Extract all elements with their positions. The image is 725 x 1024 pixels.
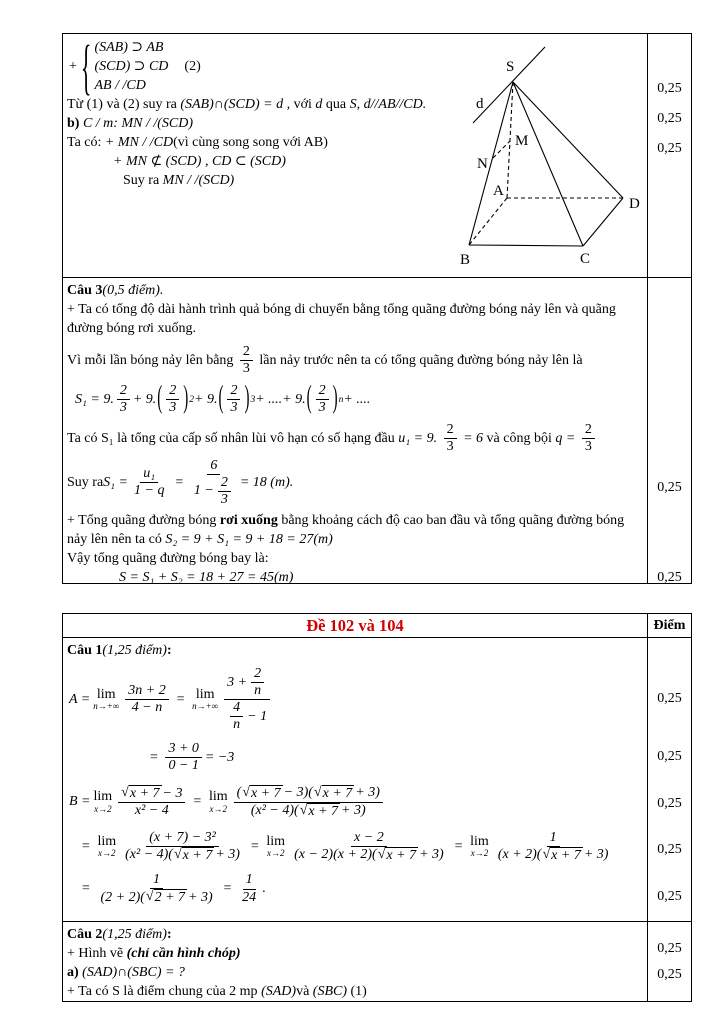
math-run: − 3)( [283, 785, 313, 801]
math-run: ( [236, 785, 242, 801]
math-run: (x² − 4)( [250, 803, 299, 819]
table-row [63, 31, 691, 277]
sqrt-icon: √ [121, 785, 129, 801]
cau3-title [67, 281, 643, 300]
point-label-m: M [515, 133, 529, 149]
math-run: (SAD) [261, 984, 297, 999]
fraction-2-3 [240, 344, 253, 377]
points-column [647, 34, 691, 277]
numerator: (x + 7) − 3² [146, 830, 219, 847]
numerator: 1 [243, 872, 256, 889]
denominator [248, 803, 369, 820]
fraction-2-3 [316, 383, 329, 416]
limit-operator [94, 790, 113, 814]
sqrt-icon: √ [145, 889, 154, 905]
math-run: S, d//AB//CD. [349, 97, 427, 112]
numerator: 2 [444, 422, 457, 439]
math-run: = 18 (m). [239, 474, 294, 490]
fraction-6 [191, 458, 237, 508]
numerator [224, 666, 270, 700]
math-run: (SAD)∩(SBC) = ? [82, 965, 185, 980]
answer-cell-cau3 [63, 278, 647, 583]
lim-subscript: x→2 [470, 848, 489, 859]
header-title-cell [63, 614, 647, 637]
point-value: 0,25 [657, 749, 682, 764]
radicand: 2 + 7 [154, 890, 186, 906]
point-value: 0,25 [657, 941, 682, 956]
table-answers-2 [62, 613, 692, 1002]
math-run: + .... [343, 391, 371, 407]
points-column [647, 278, 691, 583]
fraction [291, 830, 447, 864]
question-number: Câu 3 [67, 283, 103, 298]
math-run: + 3) [583, 847, 609, 863]
fraction-2-3 [218, 475, 231, 508]
edge-cd [583, 198, 623, 246]
denominator: 3 [584, 439, 592, 455]
system-lines [94, 38, 200, 95]
line-subset: + MN ⊄ (SCD) , CD ⊂ (SCD) [113, 154, 286, 169]
lim-word: lim [96, 686, 116, 702]
line-common-point [67, 982, 643, 1001]
fraction-2-3 [444, 422, 457, 455]
fraction [122, 830, 243, 864]
formula-limit-b [69, 785, 643, 820]
equals-sign: = [81, 881, 91, 897]
numerator: 2 [582, 422, 595, 439]
colon: : [166, 643, 172, 658]
limit-operator [470, 835, 489, 859]
text-run: Suy ra [123, 173, 163, 188]
right-paren: ) [183, 381, 189, 416]
sqrt-icon: √ [299, 802, 308, 818]
plus-sign: + [69, 59, 77, 74]
math-run: (x + 2)( [497, 847, 542, 863]
math-run: d [315, 97, 323, 112]
edge-sd [513, 82, 623, 198]
math-run: (x − 2)(x + 2)( [294, 847, 377, 863]
exponent: n [338, 394, 344, 405]
lim-subscript: n→+∞ [192, 701, 219, 712]
sqrt-icon: √ [242, 784, 250, 800]
formula-limit-a2 [145, 741, 643, 774]
fraction-conjugate [234, 785, 383, 820]
left-paren: ( [157, 381, 163, 416]
math-run: C / m: MN / /(SCD) [82, 116, 194, 131]
radicand: x + 7 [129, 786, 160, 802]
denominator: 3 [242, 361, 250, 377]
paragraph-s2 [67, 511, 643, 549]
part-label: b) [67, 116, 83, 131]
lim-subscript: x→2 [94, 803, 112, 814]
math-run: + MN / /CD [104, 135, 174, 150]
answer-cell-geometry [63, 31, 647, 277]
numerator: x − 2 [351, 830, 387, 847]
equals-sign: = [174, 474, 184, 490]
answer-cell-cau1 [63, 638, 647, 921]
denominator: 24 [242, 889, 257, 905]
denominator: 1 − q [134, 483, 165, 499]
line-taco [67, 133, 459, 152]
equals-sign: = [249, 838, 260, 854]
table-answers-1 [62, 33, 692, 584]
points-header-label: Điểm [653, 617, 686, 633]
geometry-text [67, 31, 459, 190]
sqrt-icon: √ [542, 846, 551, 862]
equation-tag: (2) [184, 59, 201, 74]
math-run: + 3) [215, 847, 240, 863]
math-run: (SAB)∩(SCD) = d , [180, 97, 291, 112]
equals-sign: = [222, 881, 233, 897]
equals-sign: = [453, 838, 464, 854]
period: . [262, 881, 266, 897]
edge-sc [513, 82, 583, 246]
denominator [191, 475, 237, 508]
denominator [122, 847, 243, 864]
text-run: + Ta có S là điểm chung của 2 mp [67, 984, 262, 999]
text-run: và công bội [486, 431, 556, 447]
point-label-n: N [477, 156, 488, 172]
formula-total: S = S₁ + S₂ = 18 + 27 = 45(m) [119, 569, 294, 585]
system-line: (SAB) ⊃ AB [94, 40, 164, 55]
denominator: 3 [169, 400, 177, 416]
vertex-label-b: B [460, 252, 471, 268]
text-run: + Tổng quãng đường bóng [67, 512, 220, 528]
numerator [118, 785, 185, 803]
fraction-2-3 [117, 383, 130, 416]
system-line [94, 57, 200, 76]
paragraph: + Ta có tổng độ dài hành trình quả bóng di chuyển bằng tổng quãng đường bóng nảy lên và quãng đường bóng rơi xuống. [67, 302, 616, 336]
math-run: q = [555, 431, 579, 447]
radicand: x + 7 [322, 785, 353, 801]
paragraph-u1 [67, 422, 643, 455]
math-run: A = [69, 691, 91, 707]
numerator: 2 [316, 383, 329, 400]
answer-cell-cau2 [63, 922, 647, 1002]
sqrt-expression [378, 847, 418, 864]
math-run: + ....+ 9. [255, 391, 306, 407]
math-run: + 3) [355, 785, 380, 801]
formula-limit-a [69, 666, 643, 733]
math-run: = 6 [459, 431, 487, 447]
radicand: x + 7 [182, 847, 213, 863]
fraction [125, 683, 168, 716]
sqrt-expression [174, 847, 214, 864]
math-run: − 3 [162, 785, 183, 801]
sqrt-expression [242, 785, 282, 802]
denominator: 3 [318, 400, 326, 416]
math-run: S₁ = 9. [75, 391, 114, 407]
system-line-text: (SCD) ⊃ CD [94, 59, 169, 74]
limit-operator [93, 688, 119, 712]
point-value: 0,25 [657, 691, 682, 706]
math-run: − 1 [247, 708, 268, 724]
cau2-title [67, 925, 643, 944]
denominator: x² − 4 [134, 803, 169, 819]
lim-subscript: n→+∞ [93, 701, 120, 712]
radicand: x + 7 [386, 847, 417, 863]
fraction [97, 872, 215, 906]
part-label: a) [67, 965, 83, 980]
line-suyra [123, 171, 459, 190]
header-points-cell [647, 614, 691, 637]
fraction-sqrt [118, 785, 185, 819]
question-number: Câu 1 [67, 643, 103, 658]
radicand: x + 7 [551, 847, 581, 863]
fraction-2-3 [166, 383, 179, 416]
denominator: 0 − 1 [168, 758, 199, 774]
numerator: 2 [166, 383, 179, 400]
denominator: n [254, 683, 262, 699]
sqrt-expression [146, 889, 187, 906]
text-run: với [290, 97, 316, 112]
lim-word: lim [470, 833, 489, 849]
fraction [495, 830, 612, 864]
left-paren: ( [306, 381, 312, 416]
limit-operator [266, 835, 285, 859]
formula-limit-b3 [77, 872, 643, 906]
denominator: n [233, 717, 241, 733]
exam-code-title: Đề 102 và 104 [306, 615, 404, 635]
math-run: (x² − 4)( [125, 847, 173, 863]
denominator [224, 700, 270, 733]
numerator: 2 [251, 666, 264, 683]
math-run: (SBC) [312, 984, 347, 999]
numerator: 2 [240, 344, 253, 361]
left-paren: ( [218, 381, 224, 416]
text-run: Ta có: [67, 135, 105, 150]
paragraph-conclusion: Vậy tổng quãng đường bóng bay là: [67, 550, 269, 566]
limit-operator [209, 790, 228, 814]
pyramid-figure [448, 38, 646, 274]
math-run: S₂ = 9 + S₁ = 9 + 18 = 27(m) [165, 531, 333, 547]
formula-limit-b2 [77, 830, 643, 864]
fraction [251, 666, 264, 699]
math-run: B = [69, 794, 91, 810]
sqrt-expression [542, 847, 582, 864]
text-run: (vì cùng song song với AB) [173, 135, 328, 150]
line-label-d: d [476, 96, 484, 112]
math-run: + 3) [188, 889, 213, 905]
table-header-row [63, 614, 691, 637]
segment-nm-dashed [493, 141, 510, 158]
math-run: + 3) [419, 847, 444, 863]
point-value: 0,25 [657, 81, 682, 96]
point-value: 0,25 [657, 141, 682, 156]
line-tu [67, 95, 459, 114]
math-run: S₁ = [103, 474, 128, 490]
equals-sign: = [192, 794, 202, 810]
math-run: + 9. [132, 391, 157, 407]
denominator: 3 [119, 400, 127, 416]
equals-sign: = [149, 749, 159, 765]
fraction-nested [224, 666, 270, 733]
numerator: 3n + 2 [125, 683, 168, 700]
point-value: 0,25 [657, 570, 682, 585]
vertex-label-s: S [506, 59, 515, 75]
lim-word: lim [266, 833, 286, 849]
points-column [647, 922, 691, 1002]
points-column [647, 638, 691, 921]
point-value: 0,25 [657, 796, 682, 811]
denominator: 4 − n [131, 700, 163, 716]
sqrt-expression [314, 785, 354, 802]
fraction [230, 700, 243, 733]
numerator: 1 [547, 830, 560, 847]
lim-subscript: x→2 [209, 803, 228, 814]
fraction-2-3 [582, 422, 595, 455]
paragraph-with-fraction [67, 344, 643, 377]
lim-word: lim [195, 686, 215, 702]
fraction-u1 [131, 466, 167, 499]
vertex-label-d: D [629, 196, 640, 212]
lim-subscript: x→2 [266, 848, 285, 859]
point-value: 0,25 [657, 889, 682, 904]
formula-s1-sum [67, 458, 643, 508]
text-run: lần nảy trước nên ta có tổng quãng đường bóng nảy lên là [255, 352, 583, 368]
text-run: Từ (1) và (2) suy ra [67, 97, 181, 112]
math-run: (2 + 2)( [100, 889, 145, 905]
denominator [291, 847, 447, 864]
math-run: 1 − [193, 483, 214, 499]
right-paren: ) [332, 381, 338, 416]
lim-word: lim [97, 833, 117, 849]
colon: : [166, 927, 172, 942]
numerator: 4 [230, 700, 243, 717]
vertex-label-a: A [493, 183, 504, 199]
question-points: (1,25 điểm) [102, 927, 167, 942]
numerator: 3 + 0 [165, 741, 201, 758]
lim-subscript: x→2 [98, 848, 116, 859]
denominator [97, 889, 215, 906]
numerator: 2 [218, 475, 231, 492]
text-run: Vì mỗi lần bóng nảy lên bằng [67, 352, 237, 368]
fraction [165, 741, 201, 774]
point-value: 0,25 [657, 967, 682, 982]
math-run: 3 + [227, 674, 248, 690]
sqrt-icon: √ [313, 784, 322, 800]
math-run: + 3) [341, 803, 366, 819]
question-number: Câu 2 [67, 927, 103, 942]
numerator: 1 [150, 872, 163, 889]
edge-ab-dashed [469, 198, 507, 245]
line-hinh-ve [67, 944, 643, 963]
formula-s1-series [75, 383, 643, 416]
text-run: + Hình vẽ [67, 946, 127, 961]
table-row [63, 921, 691, 1002]
bold-italic-run: (chỉ cần hình chóp) [126, 946, 241, 961]
text-run: và [296, 984, 313, 999]
numerator: u₁ [140, 466, 158, 483]
math-run: + 9. [194, 391, 218, 407]
sqrt-icon: √ [377, 846, 386, 862]
text-run: Suy ra [67, 474, 104, 490]
text-run: qua [322, 97, 350, 112]
table-row [63, 277, 691, 583]
lim-word: lim [93, 789, 113, 805]
exponent: 3 [250, 394, 256, 405]
math-run: MN / /(SCD) [162, 173, 235, 188]
exponent: 2 [189, 394, 195, 405]
limit-operator [97, 835, 116, 859]
question-points: (1,25 điểm) [102, 643, 167, 658]
sqrt-expression [300, 803, 340, 820]
table-row [63, 637, 691, 921]
denominator: 3 [230, 400, 238, 416]
text-run: bằng khoảng cách độ cao ban đầu và tổng quãng đường bóng nảy lên nên ta có [67, 512, 625, 547]
question-points: (0,5 điểm). [102, 283, 164, 298]
numerator: 6 [207, 458, 220, 475]
equation-system [69, 31, 459, 102]
point-value: 0,25 [657, 842, 682, 857]
right-paren: ) [244, 381, 250, 416]
vertex-label-c: C [580, 251, 591, 267]
math-run: = −3 [204, 749, 235, 765]
lim-word: lim [208, 789, 228, 805]
denominator [495, 847, 612, 864]
bold-run: rơi xuống [219, 512, 278, 528]
radicand: x + 7 [308, 803, 339, 819]
equals-sign: = [81, 838, 91, 854]
point-value: 0,25 [657, 111, 682, 126]
fraction [239, 872, 259, 905]
sqrt-icon: √ [173, 846, 182, 862]
math-run: u₁ = 9. [398, 431, 441, 447]
edge-bc [469, 245, 583, 246]
line-part-a [67, 963, 643, 982]
cau1-title [67, 641, 643, 660]
line-part-b [67, 114, 459, 133]
numerator: 2 [227, 383, 240, 400]
brace-icon: { [80, 31, 92, 102]
numerator: 2 [117, 383, 130, 400]
denominator: 3 [220, 491, 228, 507]
limit-operator [192, 688, 218, 712]
denominator: 3 [446, 439, 454, 455]
system-line: AB / /CD [94, 78, 146, 93]
sqrt-expression [121, 785, 161, 802]
point-value: 0,25 [657, 480, 682, 495]
fraction-2-3 [227, 383, 240, 416]
equals-sign: = [175, 691, 186, 707]
equation-tag: (1) [347, 984, 367, 999]
radicand: x + 7 [250, 785, 281, 801]
numerator [234, 785, 383, 803]
text-run: Ta có S₁ là tổng của cấp số nhân lùi vô hạn có số hạng đầu [67, 431, 399, 447]
